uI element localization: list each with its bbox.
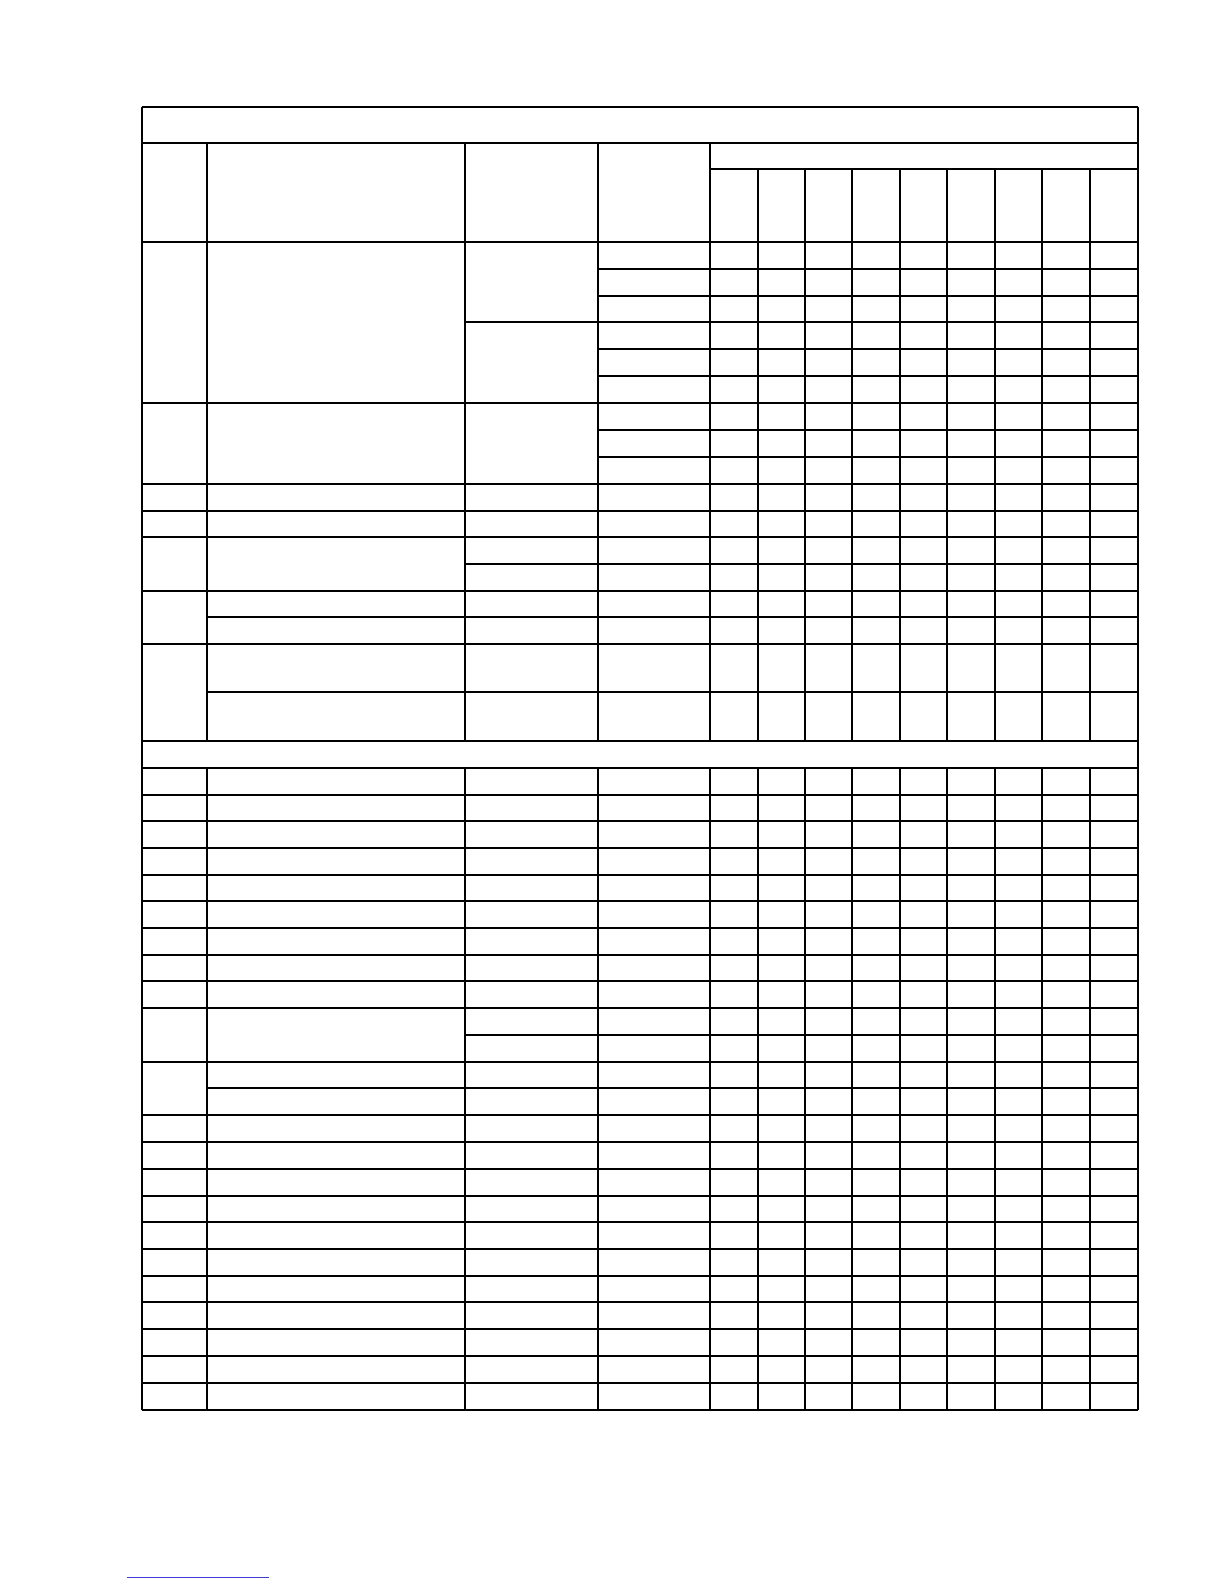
footer-link-underline [127, 1577, 269, 1578]
